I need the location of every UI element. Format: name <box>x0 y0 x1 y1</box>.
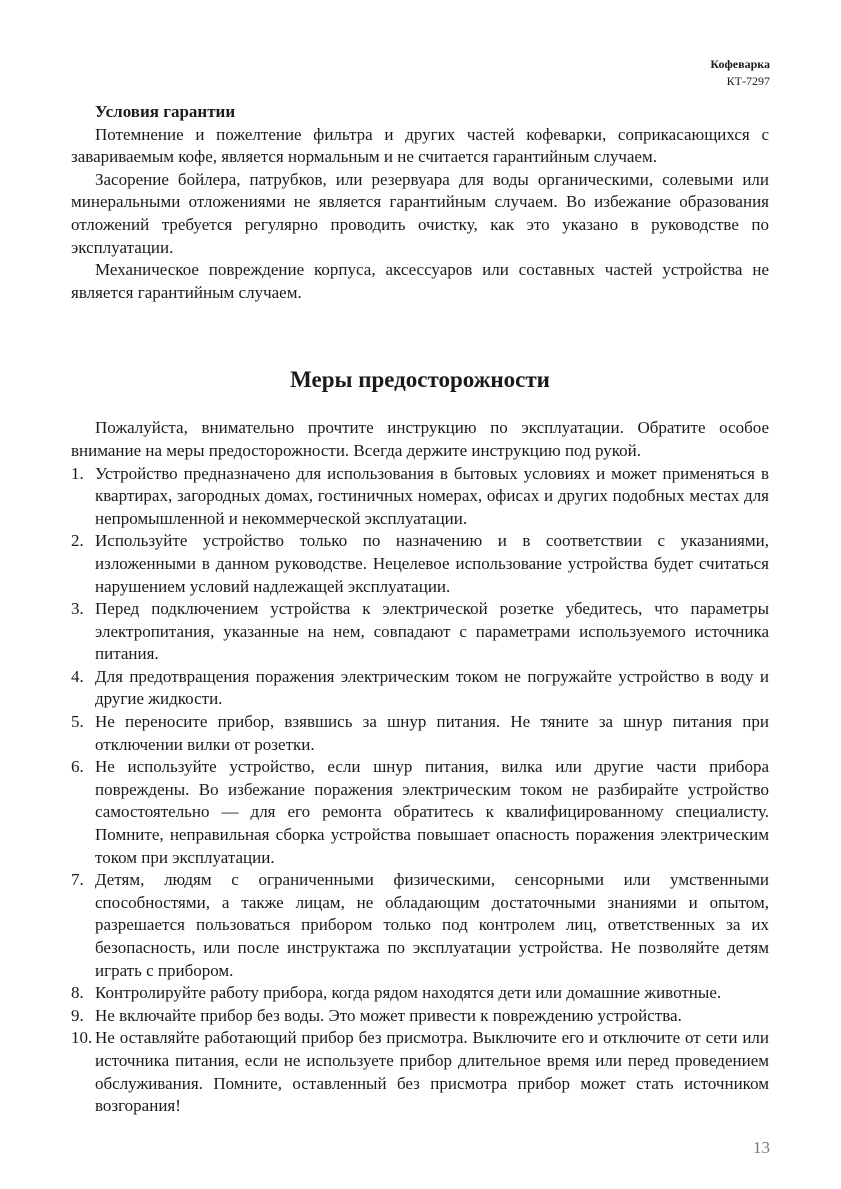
precautions-intro: Пожалуйста, внимательно прочтите инструкцию по эксплуатации. Обратите особое внимание на меры предосторожности. Всегда держите инструкцию под рукой. <box>71 418 769 460</box>
list-item-text: Устройство предназначено для использования в бытовых условиях и может применяться в квартирах, загородных домах, гостиничных номерах, офисах и других подобных местах для непромышленной и некоммерческой эксплуатации. <box>95 463 769 528</box>
list-item <box>71 1027 769 1117</box>
list-item-number: 3. <box>71 599 84 619</box>
list-item <box>71 530 769 598</box>
list-item-number: 4. <box>71 666 84 686</box>
list-item-text: Не переносите прибор, взявшись за шнур питания. Не тяните за шнур питания при отключении вилки от розетки. <box>95 712 769 754</box>
list-item-number: 10. <box>71 1028 93 1048</box>
list-item-number: 7. <box>71 870 84 890</box>
page-content <box>71 101 769 1118</box>
precautions-list <box>71 463 769 1118</box>
warranty-paragraph: Механическое повреждение корпуса, аксессуаров или составных частей устройства не является гарантийным случаем. <box>71 260 769 302</box>
list-item-number: 5. <box>71 712 84 732</box>
list-item-text: Перед подключением устройства к электрической розетке убедитесь, что параметры электропитания, указанные на нем, совпадают с параметрами используемого источника питания. <box>95 599 769 664</box>
list-item-text: Используйте устройство только по назначению и в соответствии с указаниями, изложенными в данном руководстве. Нецелевое использование устройства будет считаться нарушением условий надлежащей эксплуатации. <box>95 531 769 596</box>
list-item <box>71 982 769 1005</box>
list-item-number: 9. <box>71 1005 84 1025</box>
list-item-text: Детям, людям с ограниченными физическими, сенсорными или умственными способностями, а также лицам, не обладающим достаточными знаниями и опытом, разрешается пользоваться прибором только под контролем лиц, ответственных за их безопасность, или после инструктажа по эксплуатации устройства. Не позволяйте детям играть с прибором. <box>95 870 769 980</box>
list-item <box>71 598 769 666</box>
warranty-paragraph: Засорение бойлера, патрубков, или резервуара для воды органическими, солевыми или минеральными отложениями не является гарантийным случаем. Во избежание образования отложений требуется регулярно проводить очистку, как это указано в руководстве по эксплуатации. <box>71 169 769 257</box>
header-model-number: КТ-7297 <box>726 74 770 88</box>
header-product-name: Кофеварка <box>710 57 770 71</box>
list-item <box>71 869 769 982</box>
list-item-text: Контролируйте работу прибора, когда рядом находятся дети или домашние животные. <box>95 983 722 1003</box>
list-item-text: Не включайте прибор без воды. Это может привести к повреждению устройства. <box>95 1005 682 1025</box>
list-item <box>71 756 769 869</box>
list-item-text: Не оставляйте работающий прибор без присмотра. Выключите его и отключите от сети или источника питания, если не используете прибор длительное время или перед проведением обслуживания. Помните, оставленный без присмотра прибор может стать источником возгорания! <box>95 1028 769 1116</box>
page-header <box>710 56 770 90</box>
list-item-number: 6. <box>71 757 84 777</box>
precautions-title: Меры предосторожности <box>290 367 550 393</box>
list-item-number: 8. <box>71 983 84 1003</box>
list-item-number: 1. <box>71 463 84 483</box>
warranty-paragraph: Потемнение и пожелтение фильтра и других частей кофеварки, соприкасающихся с завариваемым кофе, является нормальным и не считается гарантийным случаем. <box>71 124 769 167</box>
list-item-text: Для предотвращения поражения электрическим током не погружайте устройство в воду и другие жидкости. <box>95 666 769 709</box>
page-number: 13 <box>753 1138 770 1157</box>
list-item-text: Не используйте устройство, если шнур питания, вилка или другие части прибора повреждены. Во избежание поражения электрическим током не разбирайте устройство самостоятельно — для его ремонта обратитесь к квалифицированному специалисту. Помните, неправильная сборка устройства повышает опасность поражения электрическим током при эксплуатации. <box>95 757 769 867</box>
warranty-section <box>71 101 769 304</box>
list-item <box>71 666 769 711</box>
warranty-title: Условия гарантии <box>95 102 236 121</box>
precautions-section <box>71 366 769 1117</box>
list-item <box>71 1005 769 1028</box>
list-item <box>71 463 769 531</box>
list-item-number: 2. <box>71 531 84 551</box>
list-item <box>71 711 769 756</box>
